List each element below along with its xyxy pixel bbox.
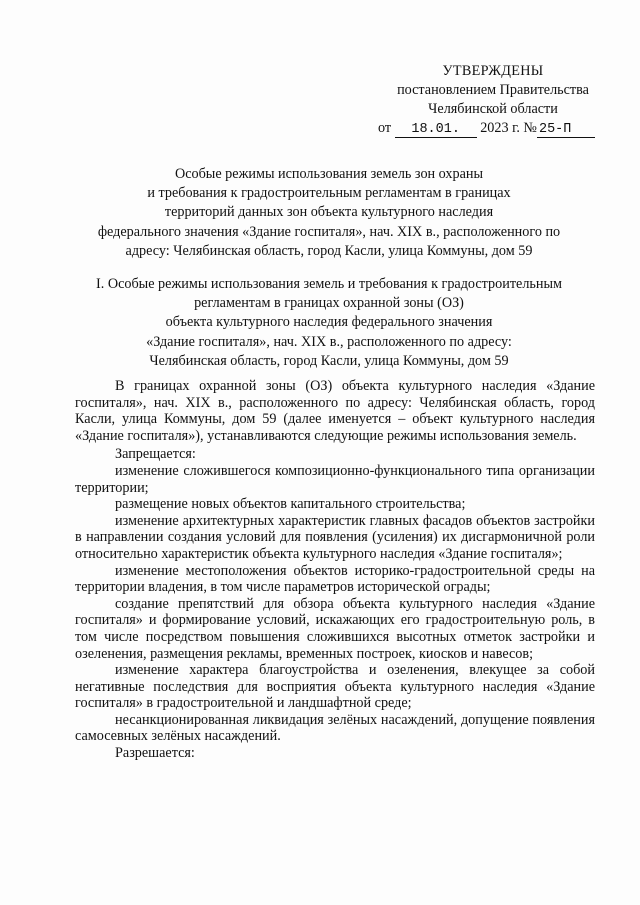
body-paragraph: изменение характера благоустройства и озеленения, влекущее за собой негативные последствия для восприятия объекта культурного наследия «Здание госпиталя» в градостроительной и ландшафтной среде;	[75, 662, 595, 712]
approval-date-line	[378, 119, 618, 138]
title-line: и требования к градостроительным регламентам в границах	[147, 185, 511, 202]
approval-number: 25-П	[537, 122, 595, 138]
document-body	[75, 378, 595, 762]
body-paragraph: размещение новых объектов капитального строительства;	[115, 496, 466, 513]
document-title	[64, 165, 594, 261]
approval-line: постановлением Правительства	[397, 82, 589, 98]
body-paragraph: изменение архитектурных характеристик главных фасадов объектов застройки в направлении создания условий для появления (усиления) их дисгармоничной роли относительно характеристик объекта культурного наследия «Здание госпиталя»;	[75, 512, 595, 562]
title-line: адресу: Челябинская область, город Касли, улица Коммуны, дом 59	[125, 242, 533, 259]
title-line: Особые режимы использования земель зон охраны	[174, 166, 484, 182]
section-heading-line: регламентам в границах охранной зоны (ОЗ)	[194, 295, 464, 312]
section-heading-line: объекта культурного наследия федерального значения	[165, 314, 493, 331]
title-line: территорий данных зон объекта культурного наследия	[164, 204, 494, 221]
approval-block	[368, 62, 618, 138]
body-paragraph: изменение местоположения объектов историко-градостроительной среды на территории владения, в том числе параметров исторической ограды;	[75, 562, 595, 596]
body-paragraph: создание препятствий для обзора объекта культурного наследия «Здание госпиталя» и формирование условий, искажающих его градостроительную роль, в том числе посредством повышения сложившихся высотных отметок застройки и озеленения, размещения рекламы, временных построек, киосков и навесов;	[75, 595, 595, 662]
title-line: федерального значения «Здание госпиталя», нач. XIX в., расположенного по	[97, 223, 561, 240]
approval-line: Челябинской области	[428, 101, 558, 117]
body-paragraph: Разрешается:	[115, 745, 195, 762]
year-label: 2023 г. №	[480, 120, 537, 136]
body-paragraph: Запрещается:	[115, 446, 196, 463]
section-heading-line: «Здание госпиталя», нач. XIX в., расположенного по адресу:	[146, 333, 512, 350]
section-heading-line: I. Особые режимы использования земель и требования к градостроительным	[96, 276, 562, 292]
body-paragraph: изменение сложившегося композиционно-функционального типа организации территории;	[75, 462, 595, 496]
from-label: от	[378, 120, 392, 136]
body-paragraph: В границах охранной зоны (ОЗ) объекта культурного наследия «Здание госпиталя», нач. XIX в., расположенного по адресу: Челябинская область, город Касли, улица Коммуны, дом 59 (далее именуется – объект культурного наследия «Здание госпиталя»), устанавливаются следующие режимы использования земель.	[75, 378, 595, 444]
section-heading	[64, 275, 594, 371]
approval-date: 18.01.	[395, 122, 477, 138]
body-paragraph: несанкционированная ликвидация зелёных насаждений, допущение появления самосевных зелёных насаждений.	[75, 711, 595, 745]
section-heading-line: Челябинская область, город Касли, улица Коммуны, дом 59	[149, 352, 509, 369]
approval-heading: УТВЕРЖДЕНЫ	[442, 63, 544, 79]
